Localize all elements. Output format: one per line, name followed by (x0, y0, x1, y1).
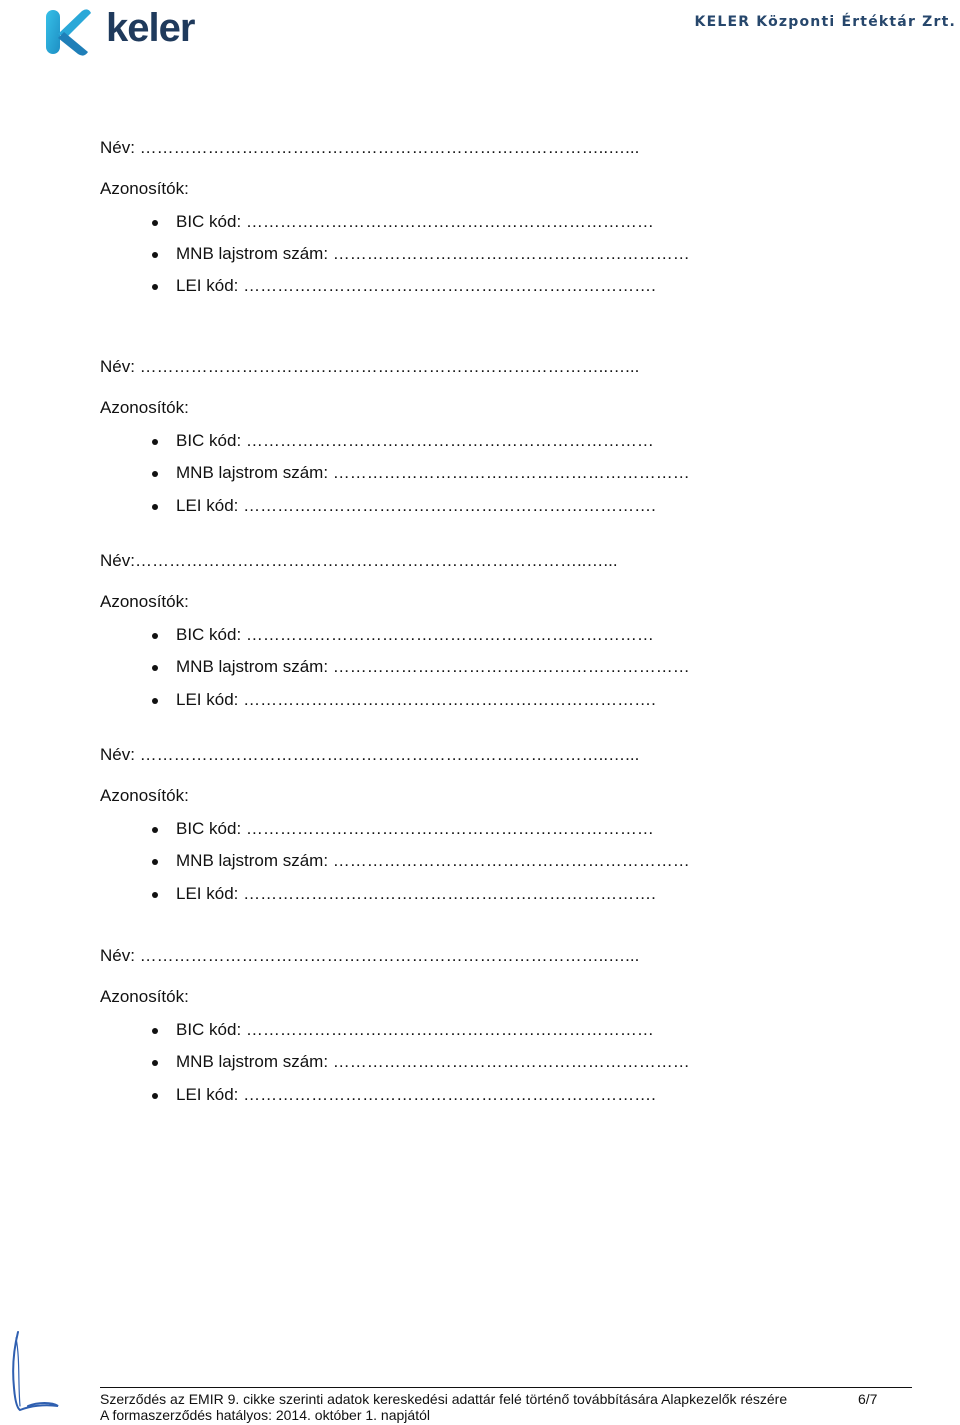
bullet-icon (152, 220, 158, 226)
lei-field[interactable] (176, 276, 656, 296)
bic-text: BIC kód: ……………………………………………………………… (176, 819, 654, 838)
nev-field[interactable]: Név: ………………………………………………………………………..…... (100, 357, 640, 376)
company-name: KELER Központi Értéktár Zrt. (694, 14, 956, 30)
lei-text: LEI kód: ………………………………………………………………. (176, 690, 656, 709)
nev-field[interactable]: Név: ………………………………………………………………………..…... (100, 946, 640, 965)
mnb-text: MNB lajstrom szám: ……………………………………………………… (176, 1052, 690, 1071)
keler-logo (44, 8, 214, 56)
mnb-field[interactable] (176, 244, 690, 264)
mnb-text: MNB lajstrom szám: ……………………………………………………… (176, 463, 690, 482)
lei-text: LEI kód: ………………………………………………………………. (176, 1085, 656, 1104)
lei-field[interactable] (176, 1085, 656, 1105)
lei-text: LEI kód: ………………………………………………………………. (176, 496, 656, 515)
azonositok-label: Azonosítók: (100, 987, 189, 1006)
bullet-icon (152, 633, 158, 639)
azonositok-label: Azonosítók: (100, 398, 189, 417)
mnb-field[interactable] (176, 463, 690, 483)
mnb-text: MNB lajstrom szám: ……………………………………………………… (176, 244, 690, 263)
azonositok-label: Azonosítók: (100, 592, 189, 611)
bullet-icon (152, 1093, 158, 1099)
bullet-icon (152, 859, 158, 865)
bullet-icon (152, 698, 158, 704)
mnb-text: MNB lajstrom szám: ……………………………………………………… (176, 657, 690, 676)
page-header (0, 0, 960, 70)
mnb-field[interactable] (176, 657, 690, 677)
bullet-icon (152, 252, 158, 258)
footer-effective-date: A formaszerződés hatályos: 2014. október 1. napjától (100, 1407, 430, 1423)
footer-divider (100, 1387, 912, 1388)
bullet-icon (152, 827, 158, 833)
nev-field[interactable]: Név:……………………………………………………………………..…... (100, 551, 618, 570)
keler-k-icon (44, 8, 96, 56)
bullet-icon (152, 1060, 158, 1066)
mnb-field[interactable] (176, 1052, 690, 1072)
bic-field[interactable] (176, 431, 654, 451)
bullet-icon (152, 665, 158, 671)
bullet-icon (152, 504, 158, 510)
bic-text: BIC kód: ……………………………………………………………… (176, 212, 654, 231)
bullet-icon (152, 471, 158, 477)
bullet-icon (152, 284, 158, 290)
bic-field[interactable] (176, 625, 654, 645)
bic-text: BIC kód: ……………………………………………………………… (176, 431, 654, 450)
bullet-icon (152, 892, 158, 898)
lei-text: LEI kód: ………………………………………………………………. (176, 276, 656, 295)
footer-title: Szerződés az EMIR 9. cikke szerinti adatok kereskedési adattár felé történő továbbítására Alapkezelők részére (100, 1391, 788, 1407)
lei-field[interactable] (176, 690, 656, 710)
mnb-field[interactable] (176, 851, 690, 871)
bullet-icon (152, 1028, 158, 1034)
bic-text: BIC kód: ……………………………………………………………… (176, 1020, 654, 1039)
logo-wordmark: keler (106, 6, 195, 50)
bic-text: BIC kód: ……………………………………………………………… (176, 625, 654, 644)
mnb-text: MNB lajstrom szám: ……………………………………………………… (176, 851, 690, 870)
page-number: 6/7 (858, 1391, 878, 1407)
azonositok-label: Azonosítók: (100, 179, 189, 198)
lei-field[interactable] (176, 884, 656, 904)
lei-field[interactable] (176, 496, 656, 516)
bic-field[interactable] (176, 819, 654, 839)
azonositok-label: Azonosítók: (100, 786, 189, 805)
nev-field[interactable]: Név: ………………………………………………………………………..…... (100, 138, 640, 157)
bic-field[interactable] (176, 212, 654, 232)
bic-field[interactable] (176, 1020, 654, 1040)
lei-text: LEI kód: ………………………………………………………………. (176, 884, 656, 903)
nev-field[interactable]: Név: ………………………………………………………………………..…... (100, 745, 640, 764)
bullet-icon (152, 439, 158, 445)
signature-mark (8, 1328, 68, 1418)
